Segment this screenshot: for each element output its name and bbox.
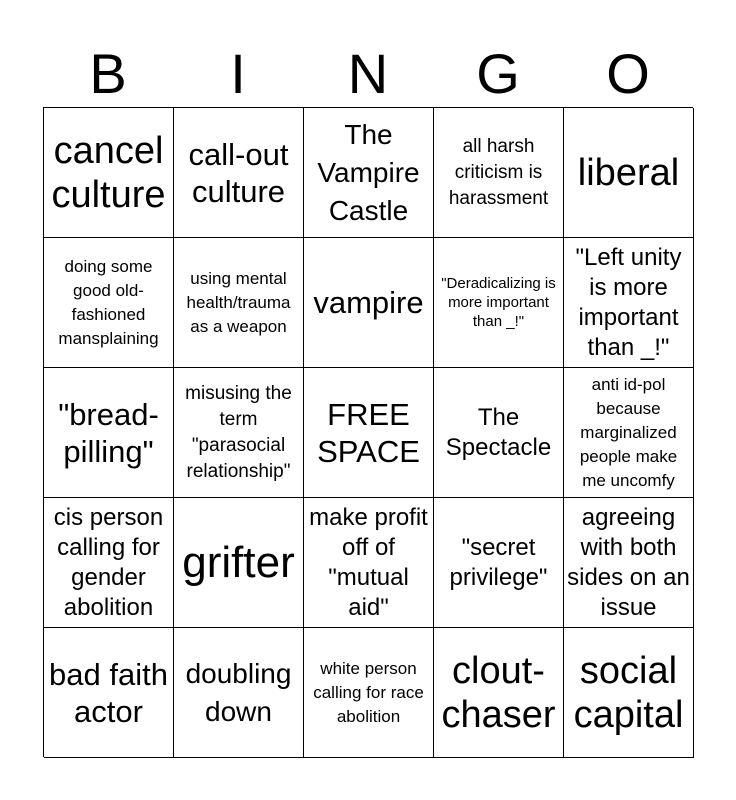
bingo-cell-r3-c4[interactable] — [564, 498, 694, 628]
bingo-cell-r0-c0[interactable] — [44, 108, 174, 238]
header-letter-b: B — [89, 42, 127, 105]
cell-label: "secret privilege" — [449, 533, 548, 591]
bingo-cell-r2-c4[interactable] — [564, 368, 694, 498]
bingo-cell-r1-c4[interactable] — [564, 238, 694, 368]
cell-label: The Spectacle — [445, 403, 552, 461]
cell-label: make profit off of "mutual aid" — [309, 503, 428, 621]
bingo-cell-r4-c1[interactable] — [174, 628, 304, 758]
cell-label: doubling down — [185, 657, 292, 727]
bingo-cell-r3-c0[interactable] — [44, 498, 174, 628]
header-letter-n: N — [347, 42, 389, 105]
cell-label: using mental health/trauma as a weapon — [186, 268, 291, 336]
cell-label: call-out culture — [188, 136, 289, 209]
cell-label: social capital — [573, 649, 684, 736]
cell-label: grifter — [182, 537, 295, 587]
cell-label: anti id-pol because marginalized people make me uncomfy — [579, 374, 678, 490]
cell-label: "Deradicalizing is more important than _!" — [441, 275, 556, 330]
cell-label: white person calling for race abolition — [313, 658, 424, 726]
free-space-cell[interactable] — [304, 368, 434, 498]
bingo-cell-r2-c3[interactable] — [434, 368, 564, 498]
bingo-cell-r1-c3[interactable] — [434, 238, 564, 368]
bingo-cell-r3-c2[interactable] — [304, 498, 434, 628]
header-letter-o: O — [606, 42, 650, 105]
cell-label: all harsh criticism is harassment — [448, 135, 549, 209]
bingo-cell-r0-c4[interactable] — [564, 108, 694, 238]
bingo-cell-r3-c1[interactable] — [174, 498, 304, 628]
cell-label: vampire — [313, 285, 424, 320]
bingo-header — [43, 42, 693, 105]
bingo-cell-r3-c3[interactable] — [434, 498, 564, 628]
cell-label: clout-chaser — [441, 649, 556, 736]
header-letter-g: G — [476, 42, 520, 105]
cell-label: doing some good old-fashioned mansplaining — [58, 256, 159, 348]
cell-label: "Left unity is more important than _!" — [575, 243, 682, 361]
free-space-label: FREE SPACE — [317, 396, 420, 469]
bingo-cell-r1-c2[interactable] — [304, 238, 434, 368]
cell-label: misusing the term "parasocial relationship" — [185, 382, 292, 482]
bingo-cell-r1-c0[interactable] — [44, 238, 174, 368]
bingo-cell-r4-c2[interactable] — [304, 628, 434, 758]
bingo-cell-r2-c1[interactable] — [174, 368, 304, 498]
bingo-cell-r0-c3[interactable] — [434, 108, 564, 238]
cell-label: bad faith actor — [49, 656, 168, 729]
cell-label: cancel culture — [51, 129, 166, 216]
bingo-board — [43, 107, 693, 757]
cell-label: "bread-pilling" — [58, 396, 159, 469]
header-letter-i: I — [230, 42, 246, 105]
bingo-cell-r4-c4[interactable] — [564, 628, 694, 758]
bingo-cell-r0-c2[interactable] — [304, 108, 434, 238]
bingo-cell-r0-c1[interactable] — [174, 108, 304, 238]
bingo-cell-r1-c1[interactable] — [174, 238, 304, 368]
cell-label: agreeing with both sides on an issue — [567, 503, 690, 621]
cell-label: cis person calling for gender abolition — [53, 503, 164, 621]
bingo-cell-r4-c0[interactable] — [44, 628, 174, 758]
cell-label: The Vampire Castle — [317, 118, 420, 226]
cell-label: liberal — [577, 151, 680, 194]
bingo-cell-r2-c0[interactable] — [44, 368, 174, 498]
bingo-cell-r4-c3[interactable] — [434, 628, 564, 758]
